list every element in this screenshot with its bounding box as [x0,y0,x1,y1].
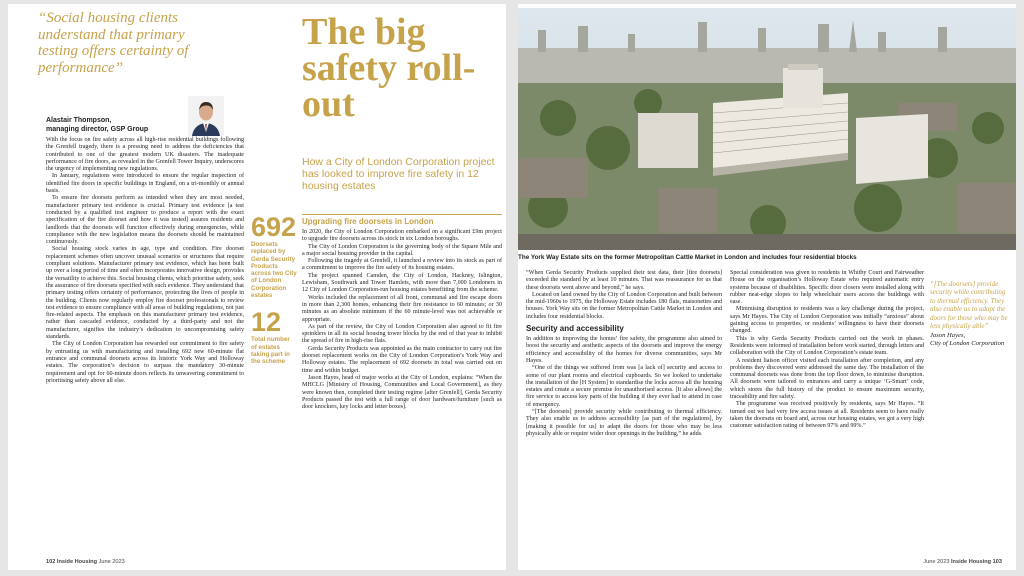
paragraph: Special consideration was given to residents in Whitby Court and Fairweather House on the organisation’s Holloway Estate who required automatic entry systems because of disabilities. Specific door closers were installed along with rubber neat-edge slopes to help wheelchair users access the buildings with ease. [730,270,924,306]
paragraph: In January, regulations were introduced to ensure the regular inspection of identified fire doors in specific buildings in England, on a tri-monthly or annual basis. [46,173,244,195]
section-heading-upgrading: Upgrading fire doorsets in London [302,214,502,227]
stat-number-doorsets: 692 [251,212,297,242]
issue-date: June 2023 [923,559,950,565]
paragraph: “[The doorsets] provide security while contributing to thermal efficiency. They also enable us to address accessibility [as part of the regulations], by [making it possible for us] to adapt the doors for those who may be less physically able or require wider door openings in the building,” he adds. [526,409,722,437]
page-number: 102 [46,559,56,565]
publication-name: Inside Housing [951,559,992,565]
issue-date: June 2023 [98,559,125,565]
section-heading-security: Security and accessibility [526,324,624,334]
pull-quote-large: “Social housing clients understand that primary testing offers certainty of performance” [38,10,189,76]
publication-name: Inside Housing [56,559,97,565]
photo-caption: The York Way Estate sits on the former Metropolitan Cattle Market in London and includes four residential blocks [518,254,857,261]
stats-sidebar [251,214,297,366]
left-page [8,4,506,570]
paragraph: The City of London Corporation is the governing body of the Square Mile and a major social housing provider in the capital. [302,243,502,257]
right-column-2-text [730,270,924,431]
paragraph: Following the tragedy at Grenfell, it launched a review into its stock as part of a commitment to improve the fire safety of its housing estates. [302,258,502,272]
attribution-name: Jason Hayes, [930,332,966,340]
paragraph: A resident liaison officer visited each installation after completion, and any problems they discovered were addressed the same day. The installation of the communal doorsets was done from the top floor down, to minimise disruption. All doorsets were tailored to entrances and carry a unique ‘G-Smart’ code, which stores the full history of the product to ensure maximum security, traceability and fire safety. [730,357,924,401]
paragraph: “When Gerda Security Products supplied their test data, their [fire doorsets] exceeded the standard by at least 10 minutes. That was reassurance for us that these doorsets went above and beyond,” he says. [526,270,722,291]
estate-aerial-photo [518,8,1016,250]
page-footer-left [46,559,125,565]
byline-name: Alastair Thompson, [46,117,112,124]
paragraph: In addition to improving the homes’ fire safety, the programme also aimed to boost the security and aesthetic aspects of the doorsets and improve the energy efficiency and accessibility of the homes for diverse communities, says Mr Hayes. [526,336,722,364]
standfirst: How a City of London Corporation project has looked to improve fire safety in 12 housing estates [302,156,495,192]
paragraph: Social housing stock varies in age, type and condition. Fire doorset replacement schemes often uncover unusual scenarios or structures that require compliant solutions. Manufacturer primary test evidence, which has been built up over a long period of time and often incorporates innovative design, provides the versatility to achieve this. Social housing clients, which prioritise safety, seek the assurance of fire doorsets specified with such evidence. They understand that primary testing offers certainty of performance, protecting the lives of people in the building. Clients now regularly employ fire doorset professionals to review test evidence to ensure compliance with all areas of building regulations, not just fire-related aspects. The emphasis on this manufacturer primary test evidence, rather than cascaded evidence, conducted by a third-party and not the manufacturer, signifies the industry’s dedication to uncompromising safety standards. [46,246,244,341]
paragraph: This is why Gerda Security Products carried out the work in phases. Residents were informed of installation before work started, through letters and collaboration with the City of London Corporation’s estate team. [730,335,924,357]
pull-quote-small [930,280,1012,348]
paragraph: In 2020, the City of London Corporation embarked on a significant £9m project to upgrade fire doorsets across its stock in six London boroughs. [302,229,502,243]
right-column-1-text [526,270,722,438]
headline: The big safety roll-out [302,11,476,125]
pull-quote-text: “[The doorsets] provide security while contributing to thermal efficiency. They also enable us to adapt the doors for those who may be less physically able” [930,280,1008,331]
paragraph: The programme was received positively by residents, says Mr Hayes. “It turned out we had very few access issues at all. Residents seem to have really taken the doorsets on board and, across our housing estates, we got a very high customer satisfaction rating of between 97% and 99%.” [730,401,924,430]
paragraph: As part of the review, the City of London Corporation also agreed to fit fire sprinklers in all its social housing tower blocks by the end of that year to inhibit the spread of fire in high-rise flats. [302,323,502,345]
paragraph: The City of London Corporation has rewarded our commitment to fire safety by entrusting us with manufacturing and installing 692 new 60-minute flat entrance and communal doorsets across its historic York Way and Holloway estates. The corporation’s decision to surpass the mandatory 30-minute requirement and opt for 60-minute doors reflects its unwavering commitment to prioritising safety above all else. [46,341,244,384]
right-page [518,4,1016,570]
paragraph: Gerda Security Products was appointed as the main contractor to carry out fire doorset replacement works on the City of London Corporation’s York Way and Holloway estates. The replacement of 692 doorsets in total was carried out on time and within budget. [302,345,502,374]
byline-title: managing director, GSP Group [46,125,149,133]
paragraph: Located on land owned by the City of London Corporation and built between the mid-1960s to 1975, the Holloway Estate includes 180 flats, maisonettes and houses. York Way sits on the former Metropolitan Cattle Market in London and includes four residential blocks. [526,291,722,320]
paragraph: Minimising disruption to residents was a key challenge during the project, says Mr Hayes. The City of London Corporation was initially “anxious” about gaining access to properties, or residents’ willingness to have their doorsets changed. [730,306,924,335]
paragraph: With the focus on fire safety across all high-rise residential buildings following the Grenfell tragedy, there is a pressing need to address the deficiencies that contributed to one of the greatest modern UK disasters. The inadequate performance of fire doors, as revealed in the Grenfell Tower Inquiry, underscores the urgency of implementing new regulations. [46,137,244,173]
page-number: 103 [992,559,1002,565]
middle-column-text [302,214,502,411]
paragraph: “One of the things we suffered from was [a lack of] security and access to some of our plant rooms and electrical cupboards. So we looked to undertake the installation of the [H System] to standardise the locks across all the housing estates and create a secure premise for unauthorised access. [It also allows] the fire service to access key parts of the building if they ever had to attend in case of emergency. [526,365,722,408]
byline [46,117,186,134]
attribution-title: City of London Corporation [930,340,1005,348]
portrait-photo [188,96,224,136]
paragraph: Works included the replacement of all front, communal and fire escape doors in more than 2,300 homes, enhancing their fire resistance to 60 minutes; or 30 minutes as an absolute minimum if the 60 minute-level was not achievable or appropriate. [302,294,502,323]
paragraph: Jason Hayes, head of major works at the City of London, explains: “When the MHCLG [Ministry of Housing, Communities and Local Government], as they were known then, completed their testing regime [after Grenfell], Gerda Security Products passed the test with a full range of door hardware/furniture [such as door knockers, key locks and letter boxes]. [302,374,502,411]
stat-label-estates: Total number of estates taking part in the scheme [251,336,290,366]
pull-quote-attribution [930,332,1012,348]
paragraph: To ensure fire doorsets perform as intended when they are most needed, manufacturer primary test evidence is crucial. Primary test evidence [a test conducted by a qualified test engineer to produce a report with the exact specification of the fire doorset and how it was tested] assures residents and landlords that the doorsets will function effectively during emergencies, while compliance with the new legislation means the doorsets should be maintained continuously. [46,195,244,246]
stat-number-estates: 12 [251,307,282,338]
stat-label-doorsets: Doorsets replaced by Gerda Security Products across two City of London Corporation estates [251,241,297,300]
page-footer-right [923,559,1002,565]
paragraph: The project spanned Camden, the City of London, Hackney, Islington, Lewisham, Southwark and Tower Hamlets, with more than 7,000 Londoners in 12 City of London Corporation-run housing estates benefitting from the scheme. [302,272,502,294]
left-column-text [46,137,244,385]
